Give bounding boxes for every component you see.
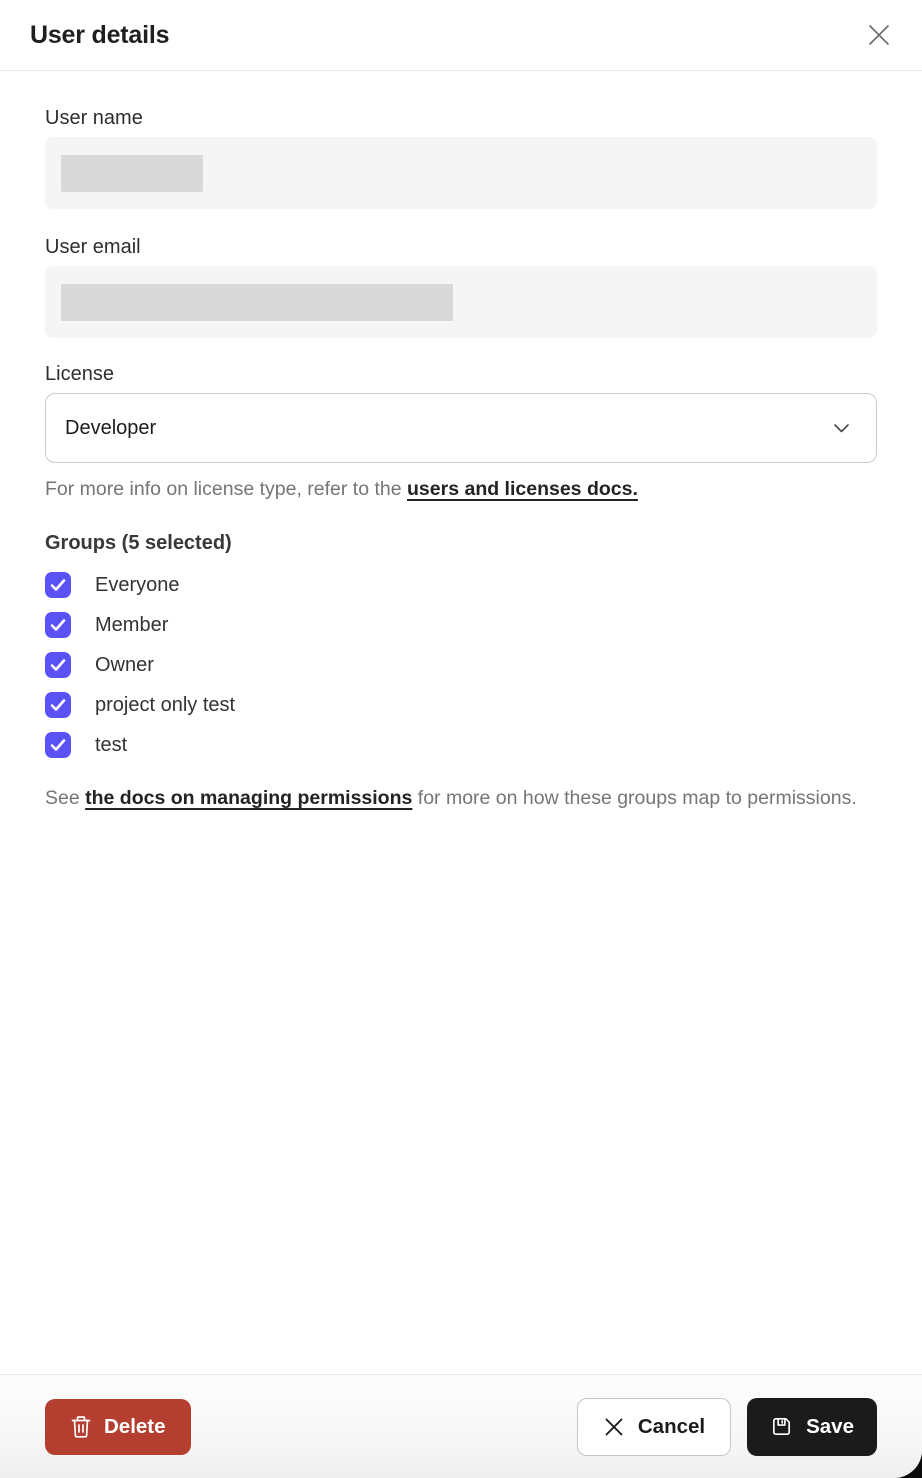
modal-body xyxy=(0,71,922,1374)
group-checkbox-row[interactable] xyxy=(45,605,877,645)
users-licenses-docs-link[interactable]: users and licenses docs. xyxy=(407,478,638,500)
license-help-text xyxy=(45,475,877,504)
group-checkbox[interactable] xyxy=(45,612,71,638)
group-checkbox[interactable] xyxy=(45,652,71,678)
group-checkbox-row[interactable] xyxy=(45,645,877,685)
license-label: License xyxy=(45,363,114,385)
group-label: Everyone xyxy=(95,573,180,596)
group-checkbox[interactable] xyxy=(45,572,71,598)
managing-permissions-docs-link[interactable]: the docs on managing permissions xyxy=(85,787,413,809)
trash-icon xyxy=(70,1415,92,1439)
checkmark-icon xyxy=(50,658,66,672)
modal-footer xyxy=(0,1374,922,1478)
group-checkbox-row[interactable] xyxy=(45,685,877,725)
save-button[interactable] xyxy=(747,1398,877,1456)
groups-help-prefix: See xyxy=(45,787,86,809)
license-selected-value: Developer xyxy=(65,416,157,439)
groups-help-text xyxy=(45,784,877,813)
group-label: Member xyxy=(95,613,169,636)
groups-list xyxy=(45,565,877,765)
groups-label: Groups (5 selected) xyxy=(45,532,232,554)
cancel-button[interactable] xyxy=(577,1398,731,1456)
cancel-button-label: Cancel xyxy=(637,1414,706,1438)
checkmark-icon xyxy=(50,698,66,712)
modal-header xyxy=(0,0,922,71)
close-icon xyxy=(866,22,892,48)
page-title: User details xyxy=(30,20,170,49)
group-checkbox-row[interactable] xyxy=(45,725,877,765)
user-email-input[interactable] xyxy=(45,266,877,338)
floppy-disk-icon xyxy=(770,1415,793,1438)
close-button[interactable] xyxy=(862,18,896,52)
redacted-user-name-value xyxy=(61,155,203,192)
user-name-input[interactable] xyxy=(45,137,877,209)
redacted-user-email-value xyxy=(61,284,453,321)
group-label: project only test xyxy=(95,693,236,716)
save-button-label: Save xyxy=(806,1414,854,1438)
group-checkbox[interactable] xyxy=(45,692,71,718)
group-checkbox-row[interactable] xyxy=(45,565,877,605)
license-help-prefix: For more info on license type, refer to the xyxy=(45,478,408,500)
user-name-label: User name xyxy=(45,107,143,129)
license-select[interactable] xyxy=(45,393,877,463)
group-checkbox[interactable] xyxy=(45,732,71,758)
checkmark-icon xyxy=(50,618,66,632)
delete-button-label: Delete xyxy=(104,1414,166,1438)
chevron-down-icon xyxy=(833,422,850,434)
group-label: Owner xyxy=(95,653,154,676)
x-icon xyxy=(603,1416,625,1438)
user-email-label: User email xyxy=(45,236,141,258)
delete-button[interactable] xyxy=(45,1399,191,1455)
groups-help-suffix: for more on how these groups map to permissions. xyxy=(412,787,857,809)
group-label: test xyxy=(95,733,128,756)
checkmark-icon xyxy=(50,738,66,752)
checkmark-icon xyxy=(50,578,66,592)
